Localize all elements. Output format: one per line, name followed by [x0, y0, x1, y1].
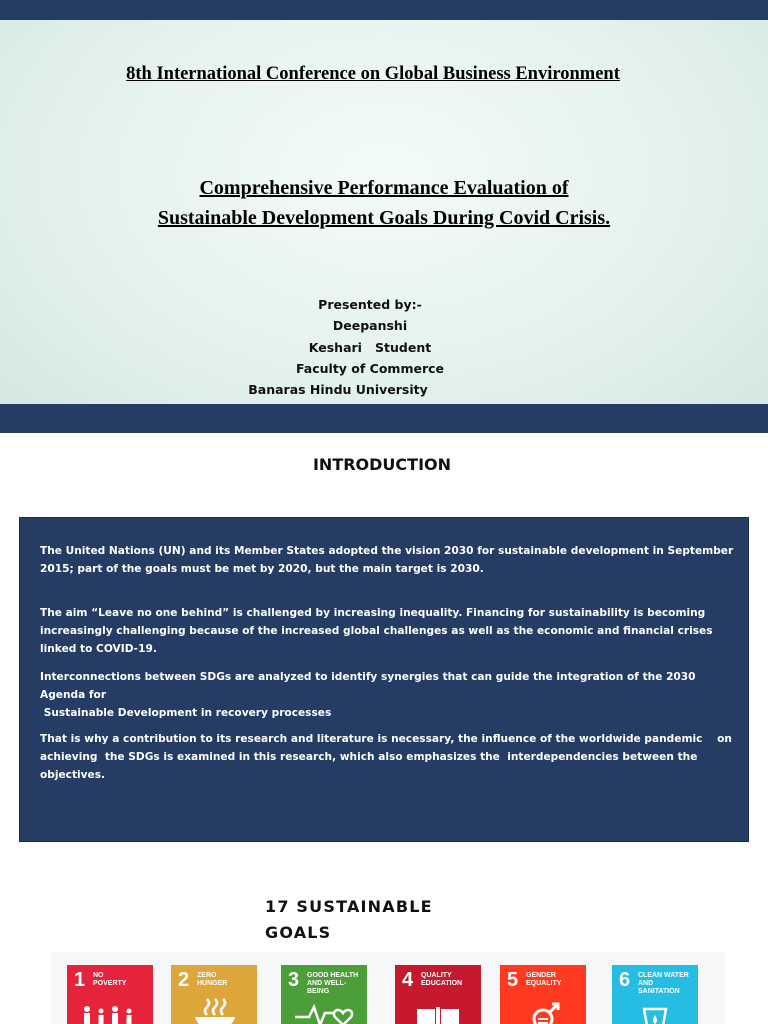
sdg-number: 3 [288, 969, 300, 991]
goals-panel [50, 952, 726, 1024]
sdg-tile-3 [281, 965, 367, 1024]
goals-heading-line-2: GOALS [265, 923, 332, 942]
introduction-slide [0, 433, 768, 868]
intro-paragraph-3: Interconnections between SDGs are analyzed to identify synergies that can guide the integration of the 2030 Agenda for Sustainable Development in recovery processes [40, 671, 696, 719]
sdg-number: 4 [402, 969, 414, 991]
sdg-tile-6 [612, 965, 698, 1024]
sdg-number: 6 [619, 969, 631, 991]
sdg-label: NO POVERTY [93, 972, 127, 987]
paper-title-line-1: Comprehensive Performance Evaluation of [199, 177, 569, 199]
goals-heading-line-1: 17 SUSTAINABLE [265, 897, 433, 916]
goals-heading [265, 894, 465, 946]
sdg-label: CLEAN WATER AND SANITATION [638, 972, 689, 995]
bottom-bar [0, 404, 768, 433]
book-icon [395, 965, 481, 1024]
sdg-label: ZERO HUNGER [197, 972, 228, 987]
introduction-heading: INTRODUCTION [312, 455, 452, 474]
gender-icon [500, 965, 586, 1024]
paper-title-line-2: Sustainable Development Goals During Covid Crisis. [157, 207, 611, 229]
sdg-label: GOOD HEALTH AND WELL-BEING [307, 972, 359, 995]
paper-title [0, 173, 768, 233]
cover-slide [0, 0, 768, 433]
water-drop-icon [612, 965, 698, 1024]
sdg-tile-4 [395, 965, 481, 1024]
intro-paragraph-4: That is why a contribution to its research and literature is necessary, the influence of the worldwide pandemic on achieving the SDGs is examined in this research, which also emphasizes the interdependencies between the objectives. [40, 733, 736, 781]
goals-slide [0, 868, 768, 1024]
presenter-faculty: Faculty of Commerce [295, 360, 445, 376]
sdg-label: GENDER EQUALITY [526, 972, 562, 987]
sdg-number: 5 [507, 969, 519, 991]
heartbeat-icon [281, 965, 367, 1024]
presenter-name: Deepanshi [332, 318, 408, 334]
sdg-tile-1 [67, 965, 153, 1024]
sdg-label: QUALITY EDUCATION [421, 972, 463, 987]
presented-by-label: Presented by:- [318, 297, 422, 312]
family-icon [67, 965, 153, 1024]
top-bar [0, 0, 768, 20]
sdg-number: 1 [74, 969, 86, 991]
presenter-university: Banaras Hindu University [248, 382, 428, 398]
bowl-icon [171, 965, 257, 1024]
sdg-number: 2 [178, 969, 190, 991]
sdg-tile-2 [171, 965, 257, 1024]
sdg-tile-5 [500, 965, 586, 1024]
conference-title: 8th International Conference on Global Business Environment [126, 64, 620, 84]
introduction-box [19, 517, 749, 842]
intro-paragraph-2: The aim “Leave no one behind” is challenged by increasing inequality. Financing for sustainability is becoming increasingly challenging because of the increased global challenges as well as the economic and financial crises linked to COVID-19. [40, 607, 717, 655]
intro-paragraph-1: The United Nations (UN) and its Member States adopted the vision 2030 for sustainable development in September 2015; part of the goals must be met by 2020, but the main target is 2030. [40, 545, 737, 575]
presenter-block [220, 294, 520, 400]
presenter-role: Keshari Student [308, 339, 432, 355]
